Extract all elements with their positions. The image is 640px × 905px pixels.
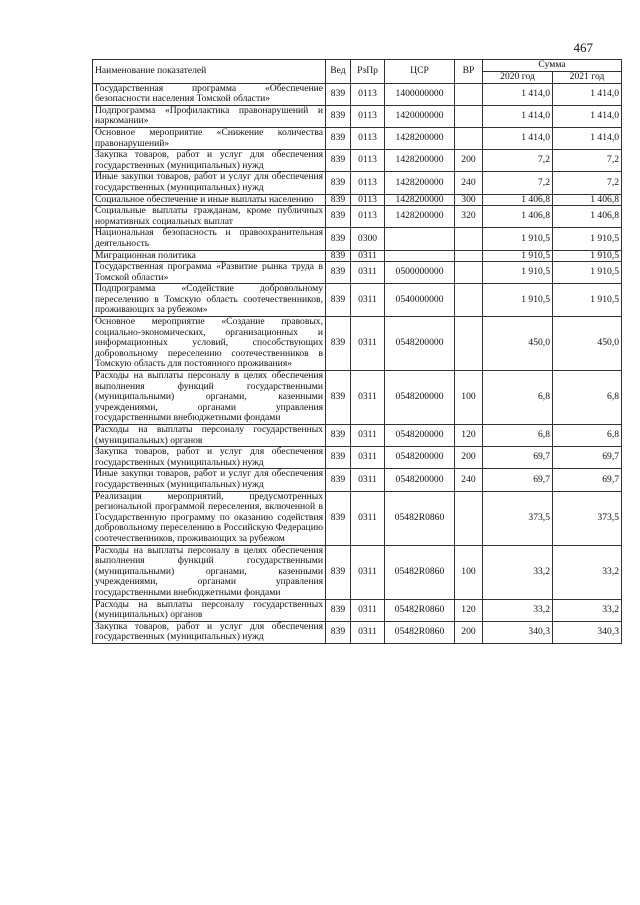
row-name: Подпрограмма «Содействие добровольному переселению в Томскую область соотечественников, проживающих за рубежом» <box>93 284 326 317</box>
row-vr: 240 <box>455 172 483 194</box>
row-sum-2020: 1 910,5 <box>483 284 553 317</box>
row-sum-2021: 1 910,5 <box>553 284 622 317</box>
row-ved: 839 <box>326 206 351 228</box>
row-name: Закупка товаров, работ и услуг для обеспечения государственных (муниципальных) нужд <box>93 447 326 469</box>
row-name: Расходы на выплаты персоналу в целях обеспечения выполнения функций государственными (муниципальными) органами, казенными учреждениями, органами управления государственными внебюджетными фондами <box>93 371 326 425</box>
row-sum-2021: 450,0 <box>553 317 622 371</box>
header-csr: ЦСР <box>385 60 455 84</box>
row-ved: 839 <box>326 105 351 127</box>
row-sum-2021: 1 414,0 <box>553 83 622 105</box>
row-rzpr: 0311 <box>351 599 385 621</box>
row-ved: 839 <box>326 447 351 469</box>
row-csr: 0548200000 <box>385 469 455 491</box>
row-sum-2020: 7,2 <box>483 150 553 172</box>
header-sum: Сумма <box>483 60 622 72</box>
row-sum-2021: 1 414,0 <box>553 127 622 149</box>
row-sum-2021: 1 406,8 <box>553 194 622 206</box>
row-sum-2020: 340,3 <box>483 621 553 643</box>
row-vr <box>455 317 483 371</box>
row-vr: 300 <box>455 194 483 206</box>
row-rzpr: 0300 <box>351 228 385 250</box>
row-sum-2020: 1 414,0 <box>483 83 553 105</box>
table-row <box>93 425 622 447</box>
row-name: Миграционная политика <box>93 250 326 262</box>
row-rzpr: 0311 <box>351 250 385 262</box>
row-ved: 839 <box>326 599 351 621</box>
row-csr: 0548200000 <box>385 371 455 425</box>
row-sum-2020: 69,7 <box>483 469 553 491</box>
row-vr <box>455 491 483 545</box>
row-csr: 1428200000 <box>385 172 455 194</box>
row-sum-2020: 69,7 <box>483 447 553 469</box>
row-rzpr: 0311 <box>351 469 385 491</box>
row-sum-2021: 7,2 <box>553 150 622 172</box>
row-ved: 839 <box>326 371 351 425</box>
row-csr: 05482R0860 <box>385 491 455 545</box>
header-year-2020: 2020 год <box>483 71 553 83</box>
row-ved: 839 <box>326 317 351 371</box>
row-rzpr: 0311 <box>351 425 385 447</box>
row-ved: 839 <box>326 172 351 194</box>
row-vr <box>455 127 483 149</box>
table-row <box>93 545 622 599</box>
row-rzpr: 0113 <box>351 194 385 206</box>
row-vr <box>455 262 483 284</box>
table-row <box>93 172 622 194</box>
row-csr: 05482R0860 <box>385 545 455 599</box>
row-ved: 839 <box>326 262 351 284</box>
row-name: Расходы на выплаты персоналу государственных (муниципальных) органов <box>93 599 326 621</box>
row-sum-2020: 1 414,0 <box>483 127 553 149</box>
row-sum-2020: 1 406,8 <box>483 194 553 206</box>
row-vr: 100 <box>455 371 483 425</box>
row-csr: 05482R0860 <box>385 599 455 621</box>
table-row <box>93 127 622 149</box>
table-row <box>93 317 622 371</box>
row-sum-2021: 373,5 <box>553 491 622 545</box>
row-sum-2020: 1 414,0 <box>483 105 553 127</box>
row-ved: 839 <box>326 284 351 317</box>
row-vr: 200 <box>455 447 483 469</box>
table-row <box>93 83 622 105</box>
row-sum-2021: 33,2 <box>553 599 622 621</box>
row-vr <box>455 83 483 105</box>
row-name: Закупка товаров, работ и услуг для обеспечения государственных (муниципальных) нужд <box>93 150 326 172</box>
header-name: Наименование показателей <box>93 60 326 84</box>
header-vr: ВР <box>455 60 483 84</box>
row-csr: 1428200000 <box>385 150 455 172</box>
row-vr: 240 <box>455 469 483 491</box>
row-ved: 839 <box>326 545 351 599</box>
table-row <box>93 447 622 469</box>
row-rzpr: 0311 <box>351 317 385 371</box>
row-rzpr: 0113 <box>351 206 385 228</box>
table-row <box>93 284 622 317</box>
row-csr: 1400000000 <box>385 83 455 105</box>
row-sum-2020: 33,2 <box>483 599 553 621</box>
table-row <box>93 194 622 206</box>
row-sum-2021: 1 910,5 <box>553 262 622 284</box>
table-row <box>93 228 622 250</box>
row-name: Государственная программа «Развитие рынка труда в Томской области» <box>93 262 326 284</box>
row-vr: 200 <box>455 621 483 643</box>
row-ved: 839 <box>326 127 351 149</box>
row-sum-2020: 1 910,5 <box>483 250 553 262</box>
row-ved: 839 <box>326 425 351 447</box>
row-name: Государственная программа «Обеспечение безопасности населения Томской области» <box>93 83 326 105</box>
row-sum-2020: 1 406,8 <box>483 206 553 228</box>
row-csr: 0548200000 <box>385 317 455 371</box>
row-vr: 200 <box>455 150 483 172</box>
table-row <box>93 371 622 425</box>
row-sum-2021: 6,8 <box>553 371 622 425</box>
row-name: Национальная безопасность и правоохранительная деятельность <box>93 228 326 250</box>
row-sum-2020: 373,5 <box>483 491 553 545</box>
row-vr <box>455 105 483 127</box>
row-ved: 839 <box>326 83 351 105</box>
row-sum-2020: 1 910,5 <box>483 262 553 284</box>
row-csr: 05482R0860 <box>385 621 455 643</box>
row-vr: 120 <box>455 425 483 447</box>
table-row <box>93 150 622 172</box>
row-rzpr: 0311 <box>351 284 385 317</box>
row-csr: 1428200000 <box>385 127 455 149</box>
row-ved: 839 <box>326 469 351 491</box>
row-sum-2020: 33,2 <box>483 545 553 599</box>
row-sum-2020: 450,0 <box>483 317 553 371</box>
row-rzpr: 0311 <box>351 491 385 545</box>
row-csr <box>385 228 455 250</box>
row-rzpr: 0311 <box>351 447 385 469</box>
table-row <box>93 105 622 127</box>
row-name: Основное мероприятие «Создание правовых, социально-экономических, организационных и информационных условий, способствующих добровольному переселению соотечественников в Томскую область для постоянного проживания» <box>93 317 326 371</box>
row-sum-2020: 1 910,5 <box>483 228 553 250</box>
budget-table <box>92 59 622 644</box>
row-csr <box>385 250 455 262</box>
header-year-2021: 2021 год <box>553 71 622 83</box>
header-rzpr: РзПр <box>351 60 385 84</box>
row-rzpr: 0113 <box>351 105 385 127</box>
row-name: Расходы на выплаты персоналу в целях обеспечения выполнения функций государственными (муниципальными) органами, казенными учреждениями, органами управления государственными внебюджетными фондами <box>93 545 326 599</box>
row-csr: 1428200000 <box>385 194 455 206</box>
table-body <box>93 83 622 643</box>
table-row <box>93 621 622 643</box>
row-csr: 1420000000 <box>385 105 455 127</box>
row-vr <box>455 250 483 262</box>
row-vr: 100 <box>455 545 483 599</box>
row-sum-2021: 69,7 <box>553 469 622 491</box>
page-number: 467 <box>573 40 593 55</box>
row-ved: 839 <box>326 228 351 250</box>
row-sum-2021: 33,2 <box>553 545 622 599</box>
table-row <box>93 250 622 262</box>
table-row <box>93 262 622 284</box>
row-name: Социальное обеспечение и иные выплаты населению <box>93 194 326 206</box>
row-name: Социальные выплаты гражданам, кроме публичных нормативных социальных выплат <box>93 206 326 228</box>
row-vr <box>455 284 483 317</box>
row-sum-2020: 7,2 <box>483 172 553 194</box>
row-ved: 839 <box>326 491 351 545</box>
row-sum-2021: 7,2 <box>553 172 622 194</box>
row-sum-2020: 6,8 <box>483 425 553 447</box>
row-name: Иные закупки товаров, работ и услуг для обеспечения государственных (муниципальных) нужд <box>93 469 326 491</box>
row-vr: 120 <box>455 599 483 621</box>
row-ved: 839 <box>326 150 351 172</box>
row-rzpr: 0311 <box>351 262 385 284</box>
row-vr: 320 <box>455 206 483 228</box>
row-rzpr: 0113 <box>351 150 385 172</box>
row-rzpr: 0113 <box>351 172 385 194</box>
row-sum-2021: 6,8 <box>553 425 622 447</box>
row-sum-2020: 6,8 <box>483 371 553 425</box>
row-name: Подпрограмма «Профилактика правонарушений и наркомании» <box>93 105 326 127</box>
row-csr: 0500000000 <box>385 262 455 284</box>
row-sum-2021: 1 910,5 <box>553 250 622 262</box>
row-csr: 0548200000 <box>385 425 455 447</box>
table-row <box>93 491 622 545</box>
row-rzpr: 0311 <box>351 621 385 643</box>
row-name: Основное мероприятие «Снижение количества правонарушений» <box>93 127 326 149</box>
row-csr: 0540000000 <box>385 284 455 317</box>
row-rzpr: 0113 <box>351 127 385 149</box>
row-name: Закупка товаров, работ и услуг для обеспечения государственных (муниципальных) нужд <box>93 621 326 643</box>
row-sum-2021: 340,3 <box>553 621 622 643</box>
row-ved: 839 <box>326 194 351 206</box>
row-rzpr: 0311 <box>351 545 385 599</box>
row-csr: 0548200000 <box>385 447 455 469</box>
row-vr <box>455 228 483 250</box>
row-name: Реализация мероприятий, предусмотренных региональной программой переселения, включенной в Государственную программу по оказанию содействия добровольному переселению в Российскую Федерацию соотечественников, проживающих за рубежом <box>93 491 326 545</box>
header-ved: Вед <box>326 60 351 84</box>
row-sum-2021: 1 406,8 <box>553 206 622 228</box>
row-ved: 839 <box>326 621 351 643</box>
table-row <box>93 206 622 228</box>
row-sum-2021: 69,7 <box>553 447 622 469</box>
row-rzpr: 0113 <box>351 83 385 105</box>
row-sum-2021: 1 910,5 <box>553 228 622 250</box>
table-row <box>93 599 622 621</box>
table-row <box>93 469 622 491</box>
row-csr: 1428200000 <box>385 206 455 228</box>
row-name: Расходы на выплаты персоналу государственных (муниципальных) органов <box>93 425 326 447</box>
row-sum-2021: 1 414,0 <box>553 105 622 127</box>
row-rzpr: 0311 <box>351 371 385 425</box>
row-name: Иные закупки товаров, работ и услуг для обеспечения государственных (муниципальных) нужд <box>93 172 326 194</box>
row-ved: 839 <box>326 250 351 262</box>
